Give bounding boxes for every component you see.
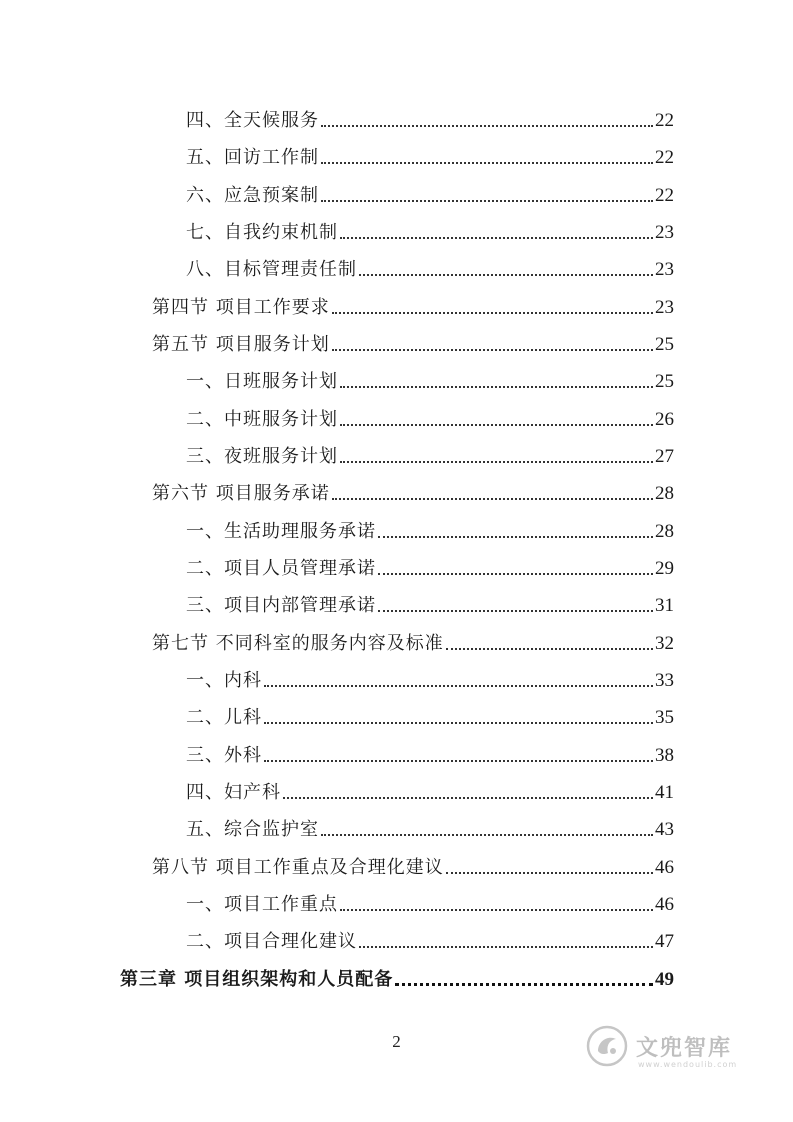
page-number: 2 [392,1032,401,1051]
toc-entry[interactable] [186,104,674,132]
watermark-url: www.wendoulib.com [638,1060,738,1069]
toc-entry-page: 22 [655,110,674,131]
toc-entry-label: 一、日班服务计划 [186,371,338,392]
toc-entry-page: 46 [655,857,674,878]
toc-entry-label: 四、妇产科 [186,782,281,803]
dot-leader [359,946,653,948]
toc-entry-label: 二、儿科 [186,707,262,728]
toc-entry-label: 四、全天候服务 [186,110,319,131]
dot-leader [264,685,653,687]
dot-leader [340,237,653,239]
toc-entry[interactable] [186,365,674,393]
dot-leader [283,797,653,799]
toc-entry-label: 第四节 项目工作要求 [152,297,330,318]
toc-entry[interactable] [186,739,674,767]
dot-leader [378,610,653,612]
toc-entry-page: 26 [655,409,674,430]
toc-entry[interactable] [186,403,674,431]
toc-entry[interactable] [186,589,674,617]
toc-entry-page: 46 [655,894,674,915]
toc-entry[interactable] [186,253,674,281]
dot-leader [378,573,653,575]
toc-entry[interactable] [186,664,674,692]
toc-entry-page: 23 [655,259,674,280]
toc-entry-label: 八、目标管理责任制 [186,259,357,280]
dot-leader [340,386,653,388]
toc-entry[interactable] [186,440,674,468]
toc-entry-page: 43 [655,819,674,840]
toc-entry-page: 23 [655,297,674,318]
dot-leader [378,536,653,538]
toc-entry-page: 49 [655,969,674,990]
toc-entry[interactable] [186,515,674,543]
toc-entry[interactable] [186,179,674,207]
toc-entry-page: 32 [655,633,674,654]
toc-entry-label: 第六节 项目服务承诺 [152,483,330,504]
toc-entry-label: 六、应急预案制 [186,185,319,206]
toc-entry-page: 33 [655,670,674,691]
dot-leader [340,424,653,426]
toc-entry-page: 22 [655,147,674,168]
toc-entry-page: 38 [655,745,674,766]
toc-section-entry[interactable] [152,477,674,505]
toc-entry-page: 41 [655,782,674,803]
toc-entry[interactable] [186,701,674,729]
toc-entry-label: 第七节 不同科室的服务内容及标准 [152,633,444,654]
toc-entry-label: 第三章 项目组织架构和人员配备 [120,969,394,990]
toc-entry[interactable] [186,141,674,169]
toc-entry-label: 第八节 项目工作重点及合理化建议 [152,857,444,878]
toc-entry-label: 一、项目工作重点 [186,894,338,915]
toc-entry[interactable] [186,925,674,953]
dot-leader [395,983,653,986]
toc-entry-page: 28 [655,483,674,504]
toc-entry-page: 31 [655,595,674,616]
toc-entry-page: 25 [655,334,674,355]
toc-entry-page: 25 [655,371,674,392]
toc-entry-label: 第五节 项目服务计划 [152,334,330,355]
toc-section-entry[interactable] [152,851,674,879]
dot-leader [264,760,653,762]
toc-entry-label: 五、回访工作制 [186,147,319,168]
toc-entry[interactable] [186,552,674,580]
dot-leader [359,274,653,276]
toc-entry-label: 二、项目人员管理承诺 [186,558,376,579]
toc-entry-label: 一、生活助理服务承诺 [186,521,376,542]
dot-leader [264,722,653,724]
toc-entry-page: 29 [655,558,674,579]
toc-entry[interactable] [186,813,674,841]
dot-leader [332,349,653,351]
toc-entry-label: 一、内科 [186,670,262,691]
dot-leader [446,872,653,874]
toc-entry[interactable] [186,216,674,244]
toc-entry[interactable] [186,776,674,804]
toc-entry-page: 23 [655,222,674,243]
dot-leader [446,648,653,650]
toc-entry-label: 七、自我约束机制 [186,222,338,243]
watermark [586,1018,786,1074]
watermark-brand: 文兜智库 [636,1035,733,1061]
toc-entry-label: 二、项目合理化建议 [186,931,357,952]
toc-entry-label: 五、综合监护室 [186,819,319,840]
toc-entry-page: 47 [655,931,674,952]
toc-section-entry[interactable] [152,627,674,655]
dot-leader [321,125,653,127]
toc-entry-page: 22 [655,185,674,206]
wendou-logo-icon [586,1025,628,1067]
toc-section-entry[interactable] [152,291,674,319]
toc-entry-label: 三、夜班服务计划 [186,446,338,467]
dot-leader [321,834,653,836]
dot-leader [321,162,653,164]
toc-section-entry[interactable] [152,328,674,356]
toc-entry[interactable] [186,888,674,916]
toc-entry-label: 三、项目内部管理承诺 [186,595,376,616]
dot-leader [340,461,653,463]
toc-entry-label: 二、中班服务计划 [186,409,338,430]
dot-leader [321,200,653,202]
dot-leader [332,498,653,500]
toc-entry-label: 三、外科 [186,745,262,766]
toc-entry-page: 28 [655,521,674,542]
toc-entry-page: 27 [655,446,674,467]
toc-entry-page: 35 [655,707,674,728]
dot-leader [332,312,653,314]
toc-chapter-entry[interactable] [120,963,674,991]
dot-leader [340,909,653,911]
